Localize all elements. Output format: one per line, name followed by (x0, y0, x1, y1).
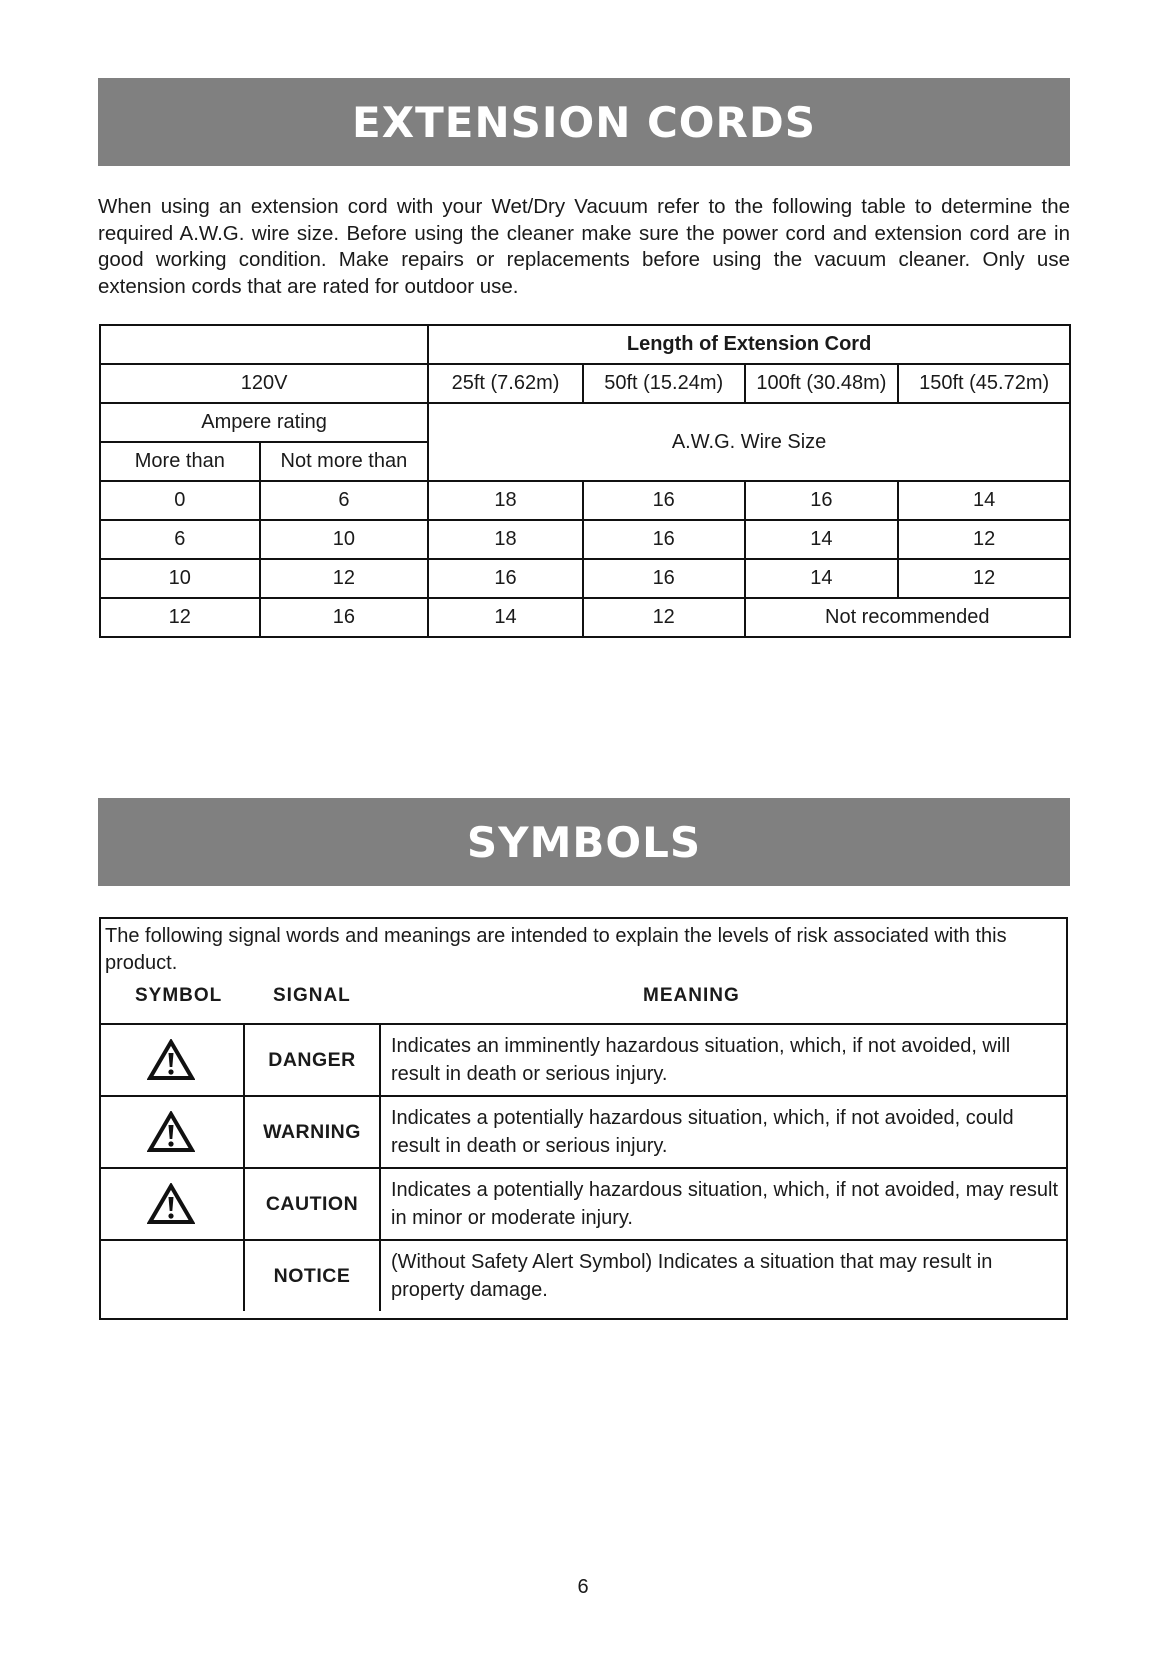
table-cell: 16 (428, 559, 583, 598)
length-header: Length of Extension Cord (428, 325, 1070, 364)
table-cell: 16 (583, 481, 745, 520)
symbols-intro: The following signal words and meanings are intended to explain the levels of risk associated with this product. (105, 925, 1007, 974)
symbols-banner (98, 798, 1070, 886)
length-150ft: 150ft (45.72m) (898, 364, 1070, 403)
table-cell: 6 (100, 520, 260, 559)
not-more-than-header: Not more than (260, 442, 429, 481)
symbols-header-row (101, 985, 1066, 1013)
table-cell: 14 (898, 481, 1070, 520)
meaning-warning: Indicates a potentially hazardous situation, which, if not avoided, could result in death or serious injury. (380, 1096, 1068, 1168)
meaning-notice: (Without Safety Alert Symbol) Indicates a situation that may result in property damage. (380, 1240, 1068, 1311)
symbol-cell (99, 1168, 244, 1240)
table-cell: 12 (583, 598, 745, 637)
table-cell (100, 325, 428, 364)
signal-caution: CAUTION (244, 1168, 380, 1240)
table-cell: 14 (745, 559, 899, 598)
ampere-rating-header: Ampere rating (100, 403, 428, 442)
meaning-caution: Indicates a potentially hazardous situation, which, if not avoided, may result in minor or moderate injury. (380, 1168, 1068, 1240)
table-row (99, 1168, 1068, 1240)
warning-triangle-icon (147, 1183, 195, 1225)
length-100ft: 100ft (30.48m) (745, 364, 899, 403)
table-row (99, 1240, 1068, 1311)
page-number: 6 (577, 1576, 589, 1598)
more-than-header: More than (100, 442, 260, 481)
signal-column-header: SIGNAL (273, 985, 351, 1006)
table-row (100, 520, 1070, 559)
table-cell: 16 (583, 559, 745, 598)
table-cell: 16 (745, 481, 899, 520)
table-row (99, 1024, 1068, 1096)
table-row (99, 1096, 1068, 1168)
table-cell: 18 (428, 481, 583, 520)
not-recommended-cell: Not recommended (745, 598, 1070, 637)
table-row (100, 325, 1070, 364)
symbol-cell (99, 1096, 244, 1168)
table-cell: 12 (260, 559, 429, 598)
table-cell: 12 (898, 559, 1070, 598)
table-cell: 16 (583, 520, 745, 559)
table-row (100, 481, 1070, 520)
awg-wire-size-header: A.W.G. Wire Size (428, 403, 1070, 481)
extension-cords-title: EXTENSION CORDS (352, 97, 816, 147)
voltage-cell: 120V (100, 364, 428, 403)
table-cell: 6 (260, 481, 429, 520)
symbol-column-header: SYMBOL (135, 985, 223, 1006)
table-cell: 16 (260, 598, 429, 637)
table-cell: 12 (100, 598, 260, 637)
table-cell: 18 (428, 520, 583, 559)
table-cell: 14 (745, 520, 899, 559)
extension-cords-banner (98, 78, 1070, 166)
symbols-box (99, 917, 1068, 1320)
signal-notice: NOTICE (244, 1240, 380, 1311)
table-cell: 12 (898, 520, 1070, 559)
symbols-table (99, 1023, 1068, 1311)
table-cell: 10 (260, 520, 429, 559)
table-row (100, 403, 1070, 442)
table-row (100, 559, 1070, 598)
extension-intro-paragraph: When using an extension cord with your Wet/Dry Vacuum refer to the following table to determine the required A.W.G. wire size. Before using the cleaner make sure the power cord and extension cord are in good working condition. Make repairs or replacements before using the vacuum cleaner. Only use extension cords that are rated for outdoor use. (98, 195, 1070, 298)
warning-triangle-icon (147, 1039, 195, 1081)
symbol-cell (99, 1024, 244, 1096)
length-25ft: 25ft (7.62m) (428, 364, 583, 403)
warning-triangle-icon (147, 1111, 195, 1153)
meaning-column-header: MEANING (643, 985, 740, 1006)
extension-cord-table (99, 324, 1071, 638)
table-cell: 14 (428, 598, 583, 637)
symbols-title: SYMBOLS (466, 817, 702, 867)
length-50ft: 50ft (15.24m) (583, 364, 745, 403)
table-cell: 10 (100, 559, 260, 598)
table-cell: 0 (100, 481, 260, 520)
meaning-danger: Indicates an imminently hazardous situation, which, if not avoided, will result in death or serious injury. (380, 1024, 1068, 1096)
table-row (100, 598, 1070, 637)
symbol-cell-empty (99, 1240, 244, 1311)
table-row (100, 364, 1070, 403)
signal-warning: WARNING (244, 1096, 380, 1168)
signal-danger: DANGER (244, 1024, 380, 1096)
